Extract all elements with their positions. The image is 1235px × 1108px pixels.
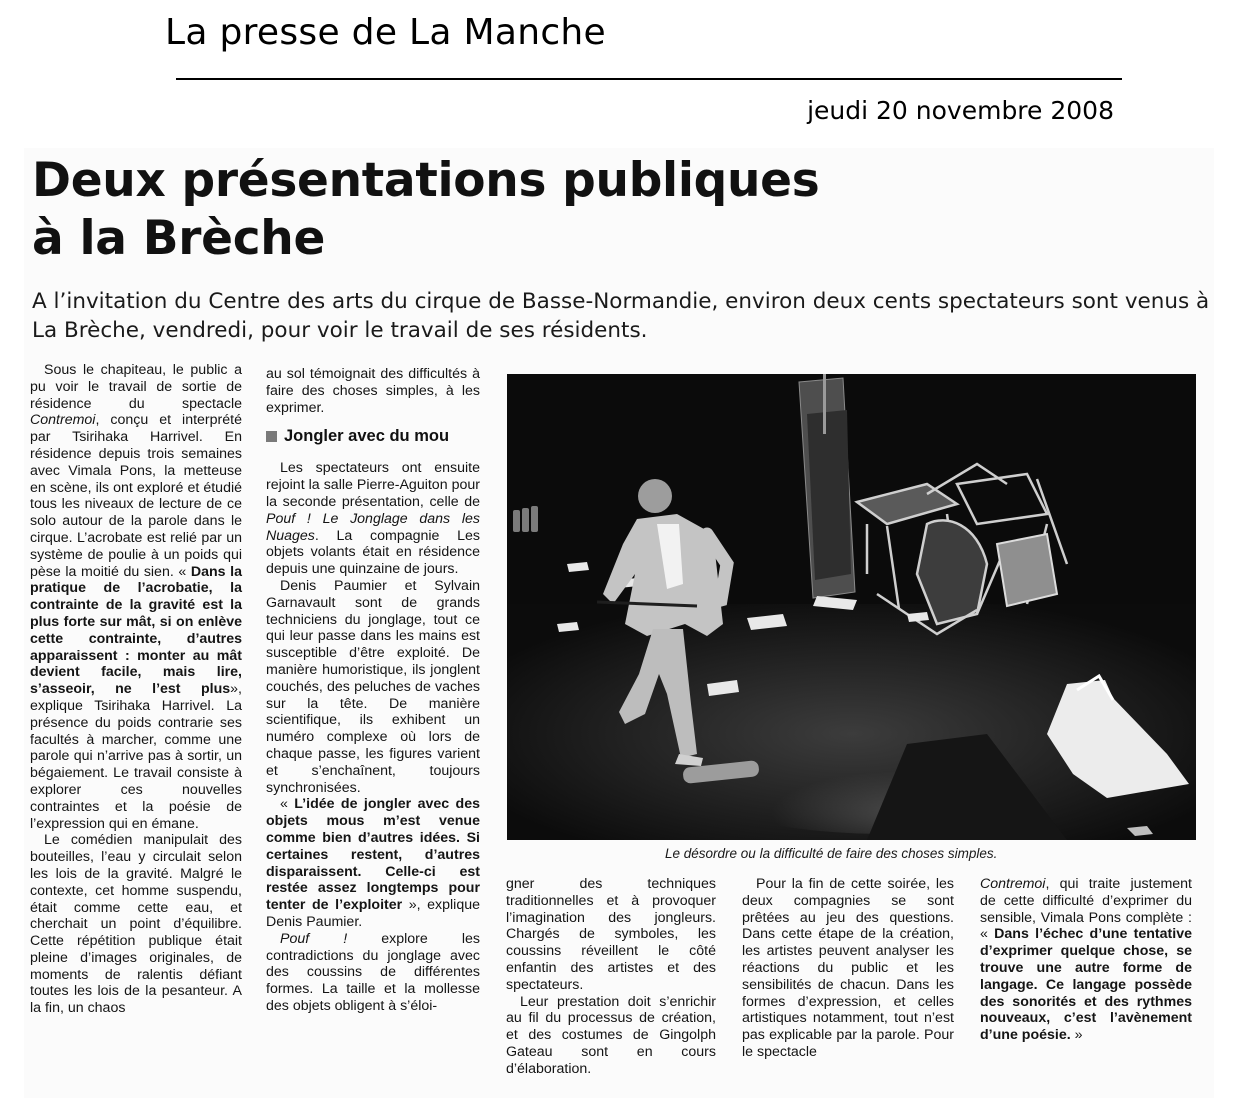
fallen-chair (997, 534, 1057, 606)
header-rule (176, 78, 1122, 80)
column-1 (30, 362, 242, 1017)
paragraph: Sous le chapiteau, le public a pu voir le travail de sortie de résidence du spectacle Contremoi, conçu et interprété par Tsirihaka Harrivel. En résidence depuis trois semaines avec Vimala Pons, la metteuse en scène, ils ont exploré et étudié tous les niveaux de lecture de ce solo autour de la parole dans le cirque. L’acrobate est relié par un système de poulie à un poids qui pèse la moitié du sien. « Dans la pratique de l’acrobatie, la contrainte de la gravité est la plus forte sur mât, si on enlève cette contrainte, d’autres apparaissent : monter au mât devient facile, mais lire, s’asseoir, ne l’est plus», explique Tsirihaka Harrivel. La présence du poids contrarie ses facultés à marcher, comme une parole qui n’arrive pas à sortir, un bégaiement. Le travail consiste à explorer ces nouvelles contraintes et la poésie de l’expression qui en émane. (30, 362, 242, 832)
article-standfirst: A l’invitation du Centre des arts du cirque de Basse-Normandie, environ deux cents spectateurs sont venus à La Brèche, vendredi, pour voir le travail de ses résidents. (32, 289, 1210, 343)
paragraph: Le comédien manipulait des bouteilles, l’eau y circulait selon les lois de la gravité. Malgré le contexte, cet homme suspendu, était comme cette eau, et cherchait un point d’équilibre. Cette répétition publique était pleine d’images originales, de moments de ralentis défiant toutes les lois de la pesanteur. A la fin, un chaos (30, 832, 242, 1017)
mast-pole (823, 374, 826, 434)
paragraph: gner des techniques traditionnelles et à provoquer l’imagination des jongleurs. Chargés de symboles, les coussins réveillent le côté enfantin des artistes et des spectateurs. (506, 876, 716, 993)
column-5 (980, 876, 1192, 1044)
paragraph: Denis Paumier et Sylvain Garnavault sont de grands techniciens du jonglage, tout ce qui leur passe dans les mains est susceptible d’être exploité. De manière humoristique, ils jonglent couchés, des peluches de vaches sur la tête. De manière scientifique, ils exhibent un numéro complexe où lors de chaque passe, les figures varient et s’enchaînent, toujours synchronisées. (266, 577, 480, 796)
publication-title: La presse de La Manche (165, 12, 606, 53)
publication-date: jeudi 20 novembre 2008 (807, 96, 1114, 125)
column-3 (506, 876, 716, 1078)
column-2 (266, 366, 480, 1015)
photo-caption: Le désordre ou la difficulté de faire des choses simples. (665, 846, 998, 861)
paragraph: Pour la fin de cette soirée, les deux compagnies se sont prêtées au jeu des questions. Dans cette étape de la création, les artistes peuvent analyser les réactions du public et les sensibilités de chacun. Dans les formes d’expression, et celles artistiques notamment, tout n’est pas explicable par la parole. Pour le spectacle (742, 876, 954, 1060)
headline-line-2: à la Brèche (32, 211, 326, 266)
paragraph: Les spectateurs ont ensuite rejoint la salle Pierre-Aguiton pour la seconde présentation, celle de Pouf ! Le Jonglage dans les Nuages. La compagnie Les objets volants était en résidence depuis une quinzaine de jours. (266, 460, 480, 578)
paragraph: Pouf ! explore les contradictions du jonglage avec des coussins de différentes formes. La taille et la mollesse des objets obligent à s’éloi- (266, 930, 480, 1014)
column-4 (742, 876, 954, 1061)
paragraph: Leur prestation doit s’enrichir au fil du processus de création, et des costumes de Gingolph Gateau sont en cours d’élaboration. (506, 993, 716, 1077)
article-subheading: Jongler avec du mou (266, 426, 480, 446)
square-bullet-icon (266, 431, 277, 442)
article-photo (507, 374, 1196, 840)
quote-paragraph: « L’idée de jongler avec des objets mous m’est venue comme bien d’autres idées. Si certaines restent, d’autres disparaissent. Celle-ci est restée assez longtemps pour tenter de l’exploiter », explique Denis Paumier. (266, 796, 480, 930)
paragraph: au sol témoignait des difficultés à faire des choses simples, à les exprimer. (266, 366, 480, 416)
headline-line-1: Deux présentations publiques (32, 153, 820, 208)
quote-paragraph: Contremoi, qui traite justement de cette difficulté d’exprimer du sensible, Vimala Pons complète : « Dans l’échec d’une tentative d’exprimer quelque chose, se trouve une autre forme de langage. Ce langage possède des sonorités et des rythmes nouveaux, c’est l’avènement d’une poésie. » (980, 876, 1192, 1044)
article-headline (32, 152, 819, 268)
